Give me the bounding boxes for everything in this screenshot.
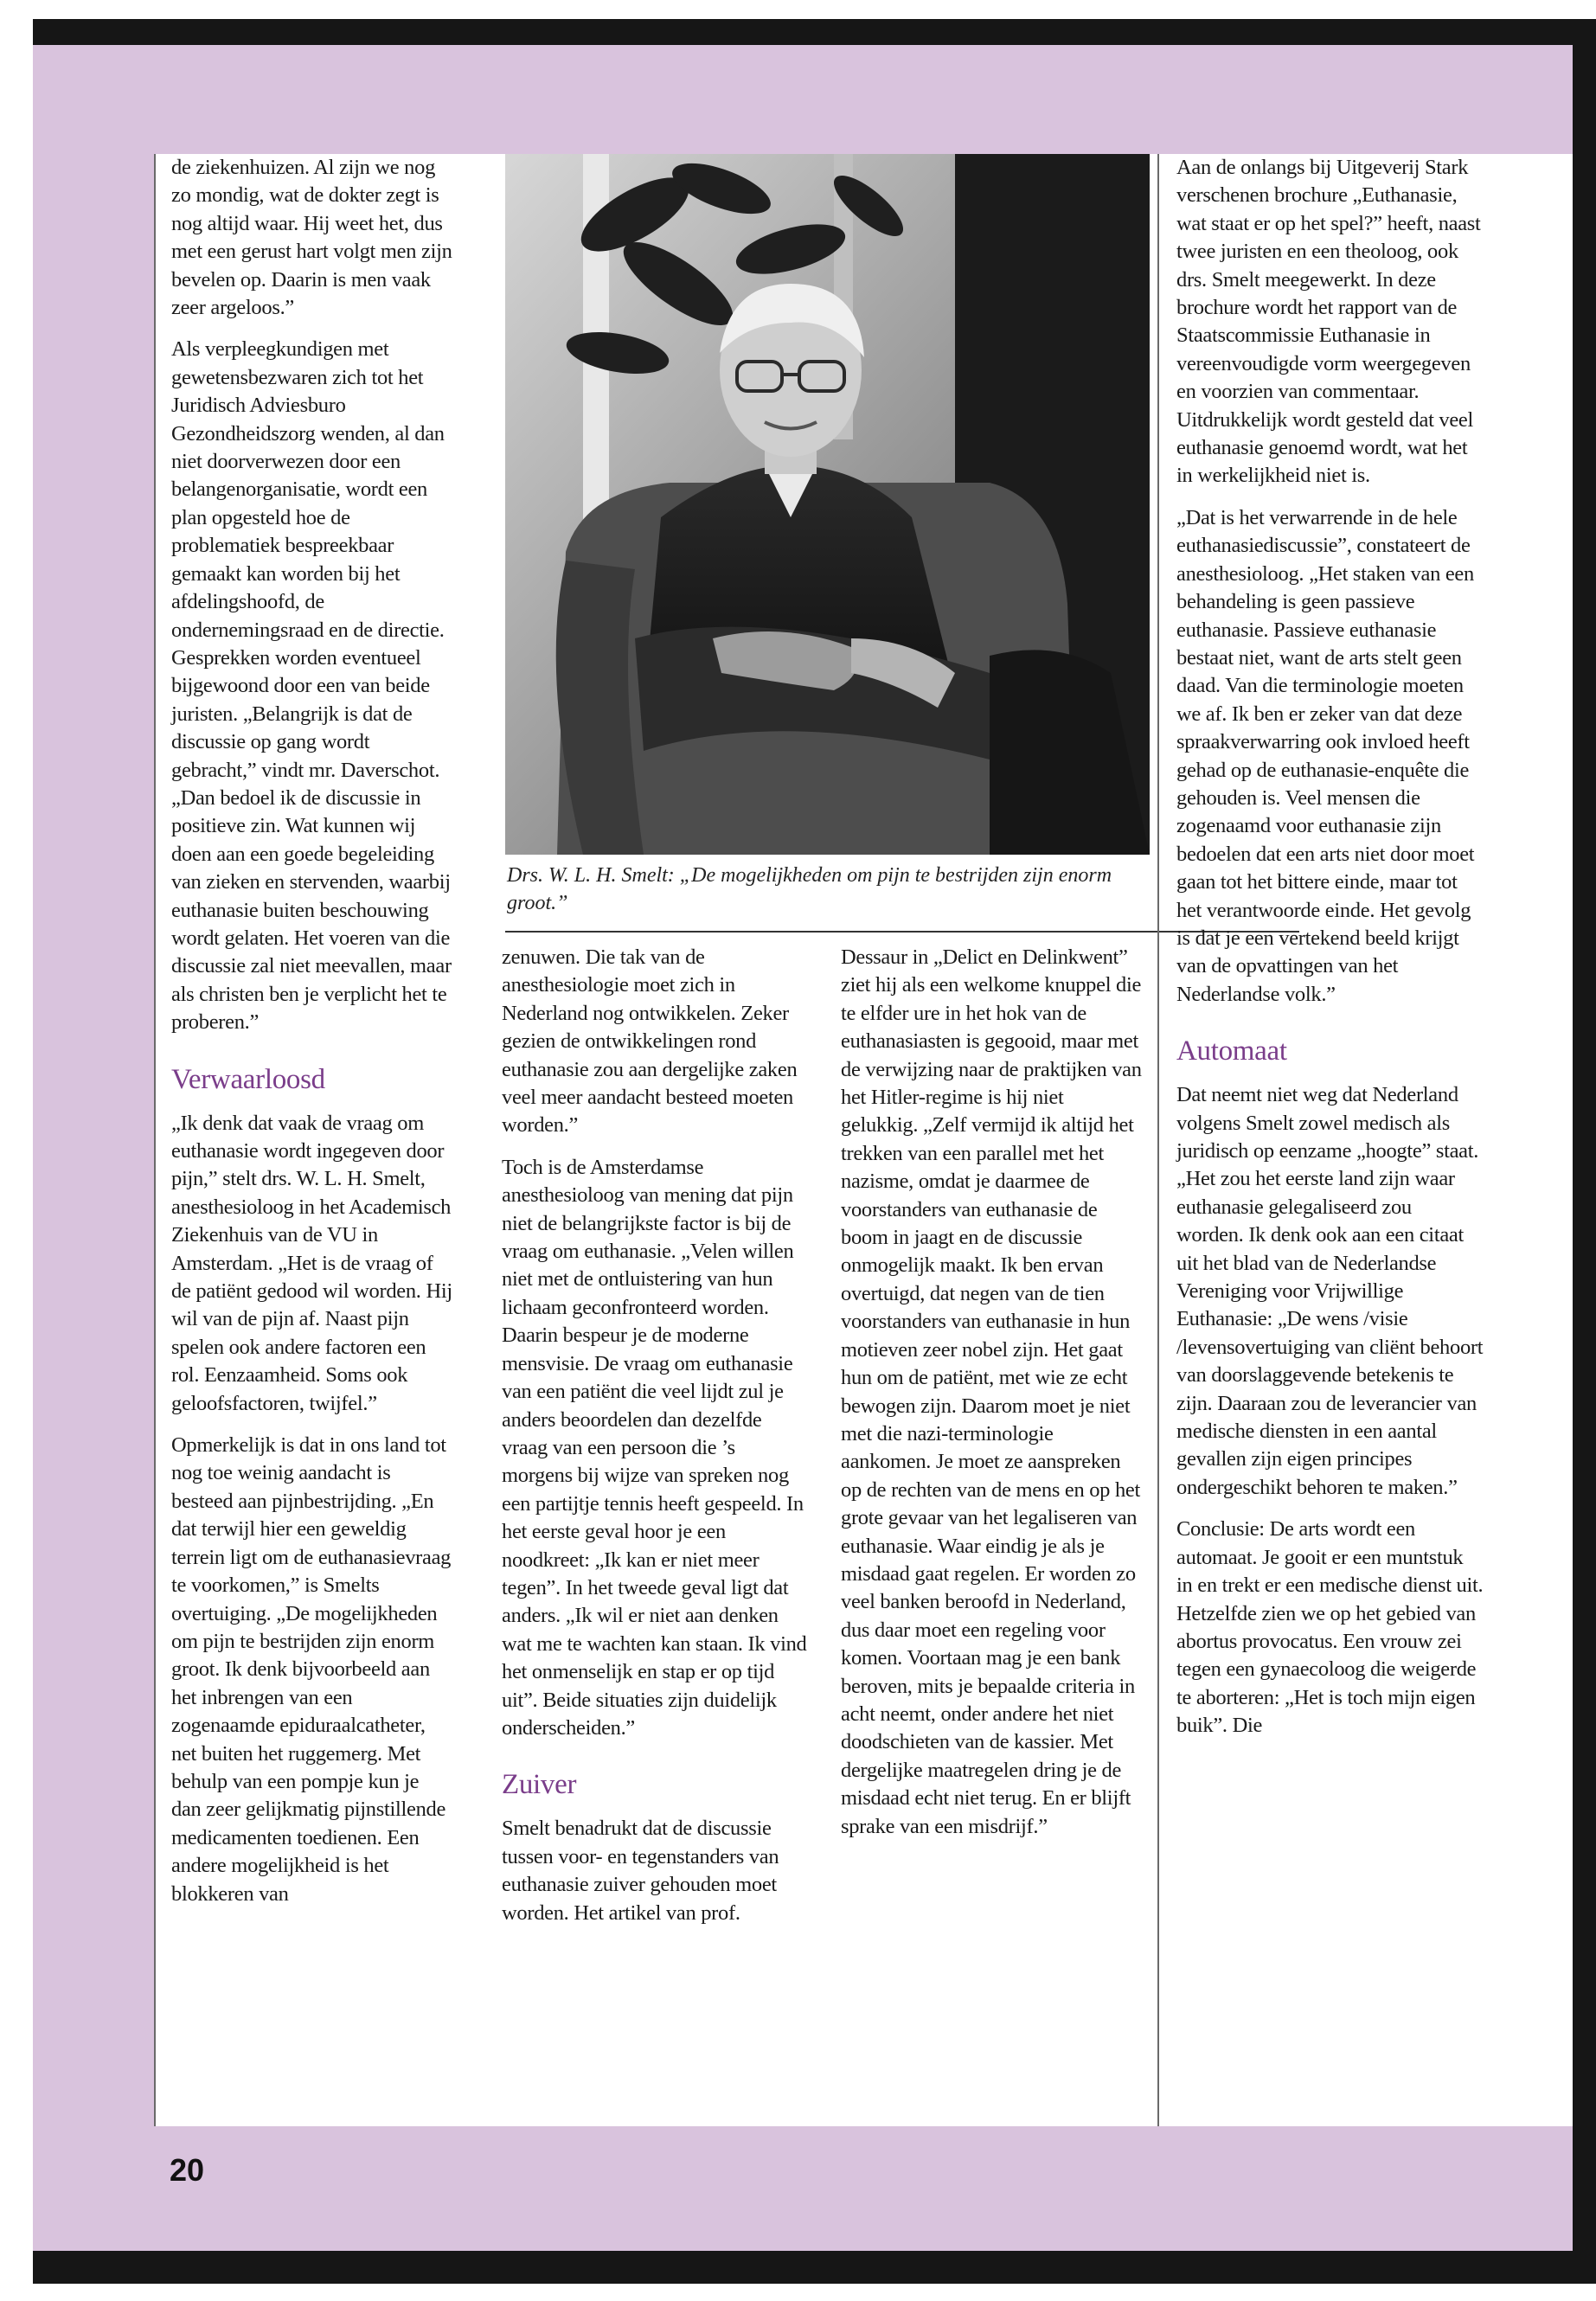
paragraph: Aan de onlangs bij Uitgeverij Stark verschenen brochure „Euthanasie, wat staat er op het spel?” heeft, naast twee juristen en een theoloog, ook drs. Smelt meegewerkt. In deze brochure wordt het rapport van de Staatscommissie Euthanasie in vereenvoudigde vorm weergegeven en voorzien van commentaar. Uitdrukkelijk wordt gesteld dat veel euthanasie genoemd wordt, wat het in werkelijkheid niet is. xyxy=(1176,156,1481,488)
column-2 xyxy=(502,944,809,1927)
paragraph: de ziekenhuizen. Al zijn we nog zo mondig, wat de dokter zegt is nog altijd waar. Hij weet het, dus met een gerust hart volgt men zijn bevelen op. Daarin is men vaak zeer argeloos.” xyxy=(171,156,452,320)
paragraph: zenuwen. Die tak van de anesthesiologie moet zich in Nederland nog ontwikkelen. Zeker gezien de ontwikkelingen rond euthanasie zou aan dergelijke zaken veel meer aandacht besteed moeten worden.” xyxy=(502,945,798,1138)
paragraph: Toch is de Amsterdamse anesthesioloog van mening dat pijn niet de belangrijkste factor is bij de vraag om euthanasie. „Velen willen niet met de ontluistering van hun lichaam geconfronteerd worden. Daarin bespeur je de moderne mensvisie. De vraag om euthanasie van een patiënt die veel lijdt zul je anders beoordelen dan dezelfde vraag van een persoon die ’s morgens bij wijze van spreken nog een partijtje tennis heeft gespeeld. In het eerste geval hoor je een noodkreet: „Ik kan er niet meer tegen”. In het tweede geval ligt dat anders. „Ik wil er niet aan denken wat me te wachten kan staan. Ik vind het onmenselijk en stap er op tijd uit”. Beide situaties zijn duidelijk onderscheiden.” xyxy=(502,1155,807,1740)
column-4 xyxy=(1176,154,1484,1740)
paragraph: Dat neemt niet weg dat Nederland volgens Smelt zowel medisch als juridisch op eenzame „hoogte” staat. „Het zou het eerste land zijn waar euthanasie gelegaliseerd zou worden. Ik denk ook aan een citaat uit het blad van de Nederlandse Vereniging voor Vrijwillige Euthanasie: „De wens /visie /levensovertuiging van cliënt behoort van doorslaggevende betekenis te zijn. Daaraan zou de leverancier van medische diensten in een aantal gevallen zijn eigen principes ondergeschikt behoren te maken.” xyxy=(1176,1083,1484,1499)
scan-edge-right xyxy=(1573,19,1596,2268)
subheading-zuiver: Zuiver xyxy=(502,1769,577,1801)
paragraph: Conclusie: De arts wordt een automaat. Je gooit er een muntstuk in en trekt er een medische dienst uit. Hetzelfde zien we op het gebied van abortus provocatus. Een vrouw zei tegen een gynaecoloog die weigerde te aborteren: „Het is toch mijn eigen buik”. Die xyxy=(1176,1517,1484,1738)
scan-edge-bottom xyxy=(33,2251,1596,2284)
paragraph: Smelt benadrukt dat de discussie tussen voor- en tegenstanders van euthanasie zuiver gehouden moet worden. Het artikel van prof. xyxy=(502,1817,779,1925)
page-number: 20 xyxy=(170,2152,205,2188)
magazine-page xyxy=(154,154,1573,2126)
paragraph: Opmerkelijk is dat in ons land tot nog toe weinig aandacht is besteed aan pijnbestrijding. „En dat terwijl hier een geweldig terrein ligt om de euthanasievraag te voorkomen,” is Smelts overtuiging. „De mogelijkheden om pijn te bestrijden zijn enorm groot. Ik denk bijvoorbeeld aan het inbrengen van een zogenaamde epiduraalcatheter, net buiten het ruggemerg. Met behulp van een pompje kun je dan zeer gelijkmatig pijnstillende medicamenten toedienen. Een andere mogelijkheid is het blokkeren van xyxy=(171,1433,452,1906)
column-rule-right xyxy=(1157,154,1159,2126)
paragraph: Dessaur in „Delict en Delinkwent” ziet hij als een welkome knuppel die te elfder ure in het hok van de euthanasiasten is gegooid, maar met de verwijzing naar de praktijken van het Hitler-regime is hij niet gelukkig. „Zelf vermijd ik altijd het trekken van een parallel met het nazisme, omdat je daarmee de voorstanders van euthanasie de boom in jaagt en de discussie onmogelijk maakt. Ik ben ervan overtuigd, dat negen van de tien voorstanders van euthanasie in hun motieven zeer nobel zijn. Het gaat hun om de patiënt, met wie ze echt bewogen zijn. Daarom moet je niet met die nazi-terminologie aankomen. Je moet ze aanspreken op de rechten van de mens en op het grote gevaar van het legaliseren van euthanasie. Waar eindig je als je misdaad gaat regelen. Er worden zo veel banken beroofd in Nederland, dus daar moet een regeling voor komen. Voortaan mag je een bank beroven, mits je bepaalde criteria in acht neemt, onder andere het niet doodschieten van de kassier. Met dergelijke maatregelen dring je de misdaad echt niet terug. En er blijft sprake van een misdrijf.” xyxy=(841,945,1142,1838)
subheading-automaat: Automaat xyxy=(1176,1035,1287,1067)
scan-edge-top xyxy=(33,19,1596,45)
column-3 xyxy=(841,944,1144,1841)
portrait-illustration xyxy=(505,154,1150,855)
photo-caption: Drs. W. L. H. Smelt: „De mogelijkheden om pijn te bestrijden zijn enorm groot.” xyxy=(507,864,1112,914)
paragraph: „Ik denk dat vaak de vraag om euthanasie wordt ingegeven door pijn,” stelt drs. W. L. H. Smelt, anesthesioloog in het Academisch Ziekenhuis van de VU in Amsterdam. „Het is de vraag of de patiënt gedood wil worden. Hij wil van de pijn af. Naast pijn spelen ook andere factoren een rol. Eenzaamheid. Soms ook geloofsfactoren, twijfel.” xyxy=(171,1111,452,1415)
portrait-photo xyxy=(505,154,1150,855)
paragraph: „Dat is het verwarrende in de hele euthanasiediscussie”, constateert de anesthesioloog. „Het staken van een behandeling is geen passieve euthanasie. Passieve euthanasie bestaat niet, want de arts stelt geen daad. Van die terminologie moeten we af. Ik ben er zeker van dat deze spraakverwarring ook invloed heeft gehad op de euthanasie-enquête die gehouden is. Veel mensen die zogenaamd voor euthanasie zijn bedoelen dat een arts niet door moet gaan tot het bittere einde, maar tot het verantwoorde einde. Het gevolg is dat je een vertekend beeld krijgt van de opvattingen van het Nederlandse volk.” xyxy=(1176,505,1475,1006)
column-1 xyxy=(171,154,452,1908)
column-rule-left xyxy=(154,154,156,2126)
subheading-verwaarloosd: Verwaarloosd xyxy=(171,1063,325,1095)
paragraph: Als verpleegkundigen met gewetensbezwaren zich tot het Juridisch Adviesburo Gezondheidszorg wenden, al dan niet doorverwezen door een belangenorganisatie, wordt een plan opgesteld hoe de problematiek bespreekbaar gemaakt kan worden bij het afdelingshoofd, de ondernemingsraad en de directie. Gesprekken worden eventueel bijgewoond door een van beide juristen. „Belangrijk is dat de discussie op gang wordt gebracht,” vindt mr. Daverschot. „Dan bedoel ik de discussie in positieve zin. Wat kunnen wij doen aan een goede begeleiding van zieken en stervenden, waarbij euthanasie buiten beschouwing wordt gelaten. Het voeren van die discussie zal niet meevallen, maar als christen ben je verplicht het te proberen.” xyxy=(171,337,452,1035)
